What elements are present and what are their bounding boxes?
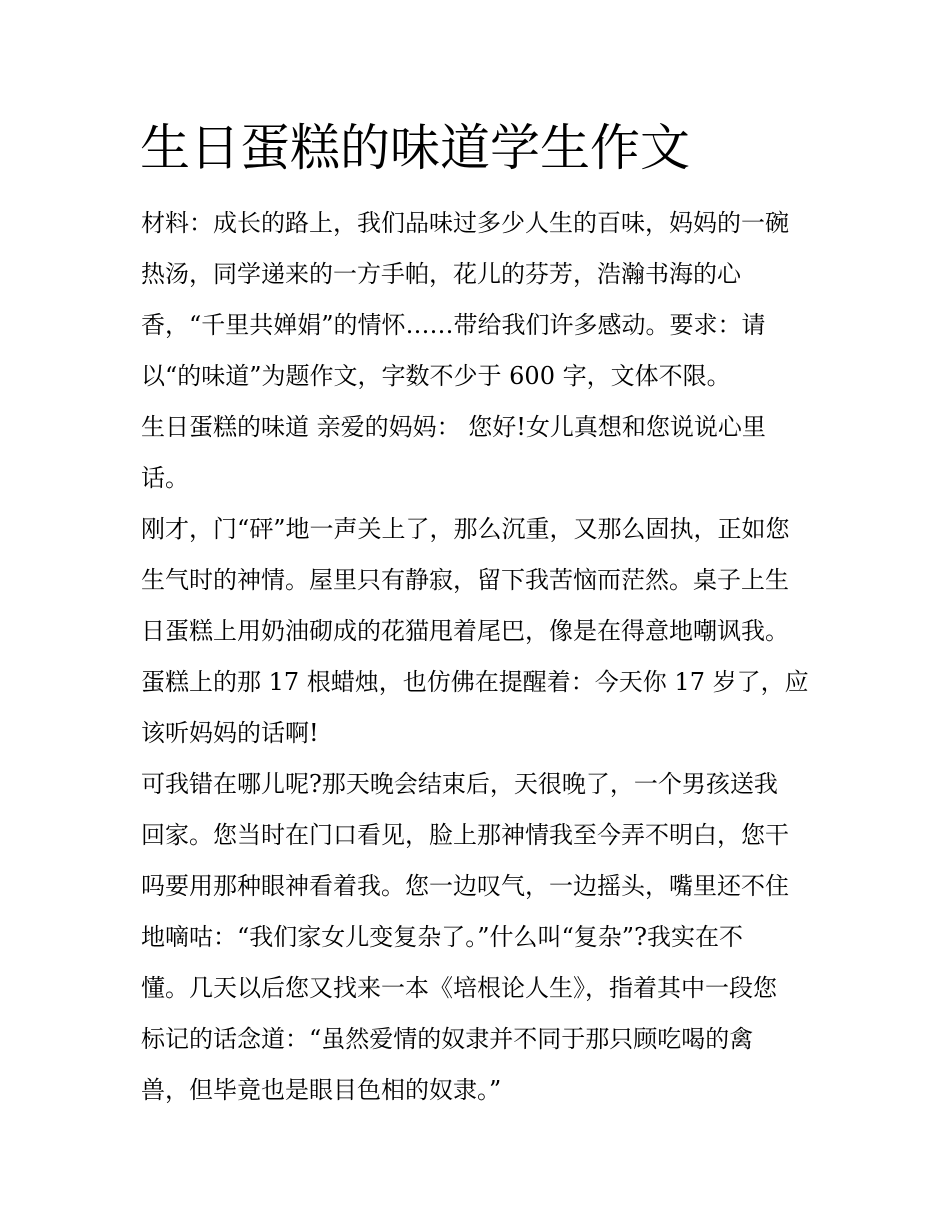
- text-line: 以“的味道”为题作文，字数不少于 600 字，文体不限。: [141, 362, 731, 390]
- text-line: 该听妈妈的话啊!: [141, 719, 319, 747]
- text-line: 生气时的神情。屋里只有静寂，留下我苦恼而茫然。桌子上生: [141, 566, 789, 594]
- text-line: 懂。几天以后您又找来一本《培根论人生》，指着其中一段您: [141, 974, 777, 1002]
- text-line: 刚才，门“砰”地一声关上了，那么沉重，又那么固执，正如您: [141, 515, 790, 543]
- text-line: 话。: [141, 464, 189, 492]
- text-line: 兽，但毕竟也是眼目色相的奴隶。”: [141, 1076, 502, 1104]
- text-line: 可我错在哪儿呢?那天晚会结束后，天很晚了，一个男孩送我: [141, 770, 778, 798]
- text-line: 生日蛋糕的味道 亲爱的妈妈： 您好!女儿真想和您说说心里: [141, 413, 766, 441]
- text-line: 蛋糕上的那 17 根蜡烛，也仿佛在提醒着：今天你 17 岁了，应: [141, 668, 809, 696]
- text-line: 日蛋糕上用奶油砌成的花猫甩着尾巴，像是在得意地嘲讽我。: [141, 617, 789, 645]
- text-line: 香，“千里共婵娟”的情怀……带给我们许多感动。要求：请: [141, 311, 766, 339]
- text-line: 吗要用那种眼神看着我。您一边叹气，一边摇头，嘴里还不住: [141, 872, 789, 900]
- text-line: 地嘀咕：“我们家女儿变复杂了。”什么叫“复杂”?我实在不: [141, 923, 743, 951]
- text-line: 热汤，同学递来的一方手帕，花儿的芬芳，浩瀚书海的心: [141, 260, 741, 288]
- document-title: 生日蛋糕的味道学生作文: [140, 119, 690, 177]
- text-line: 标记的话念道：“虽然爱情的奴隶并不同于那只顾吃喝的禽: [141, 1025, 754, 1053]
- text-line: 材料：成长的路上，我们品味过多少人生的百味，妈妈的一碗: [141, 209, 789, 237]
- text-line: 回家。您当时在门口看见，脸上那神情我至今弄不明白，您干: [141, 821, 789, 849]
